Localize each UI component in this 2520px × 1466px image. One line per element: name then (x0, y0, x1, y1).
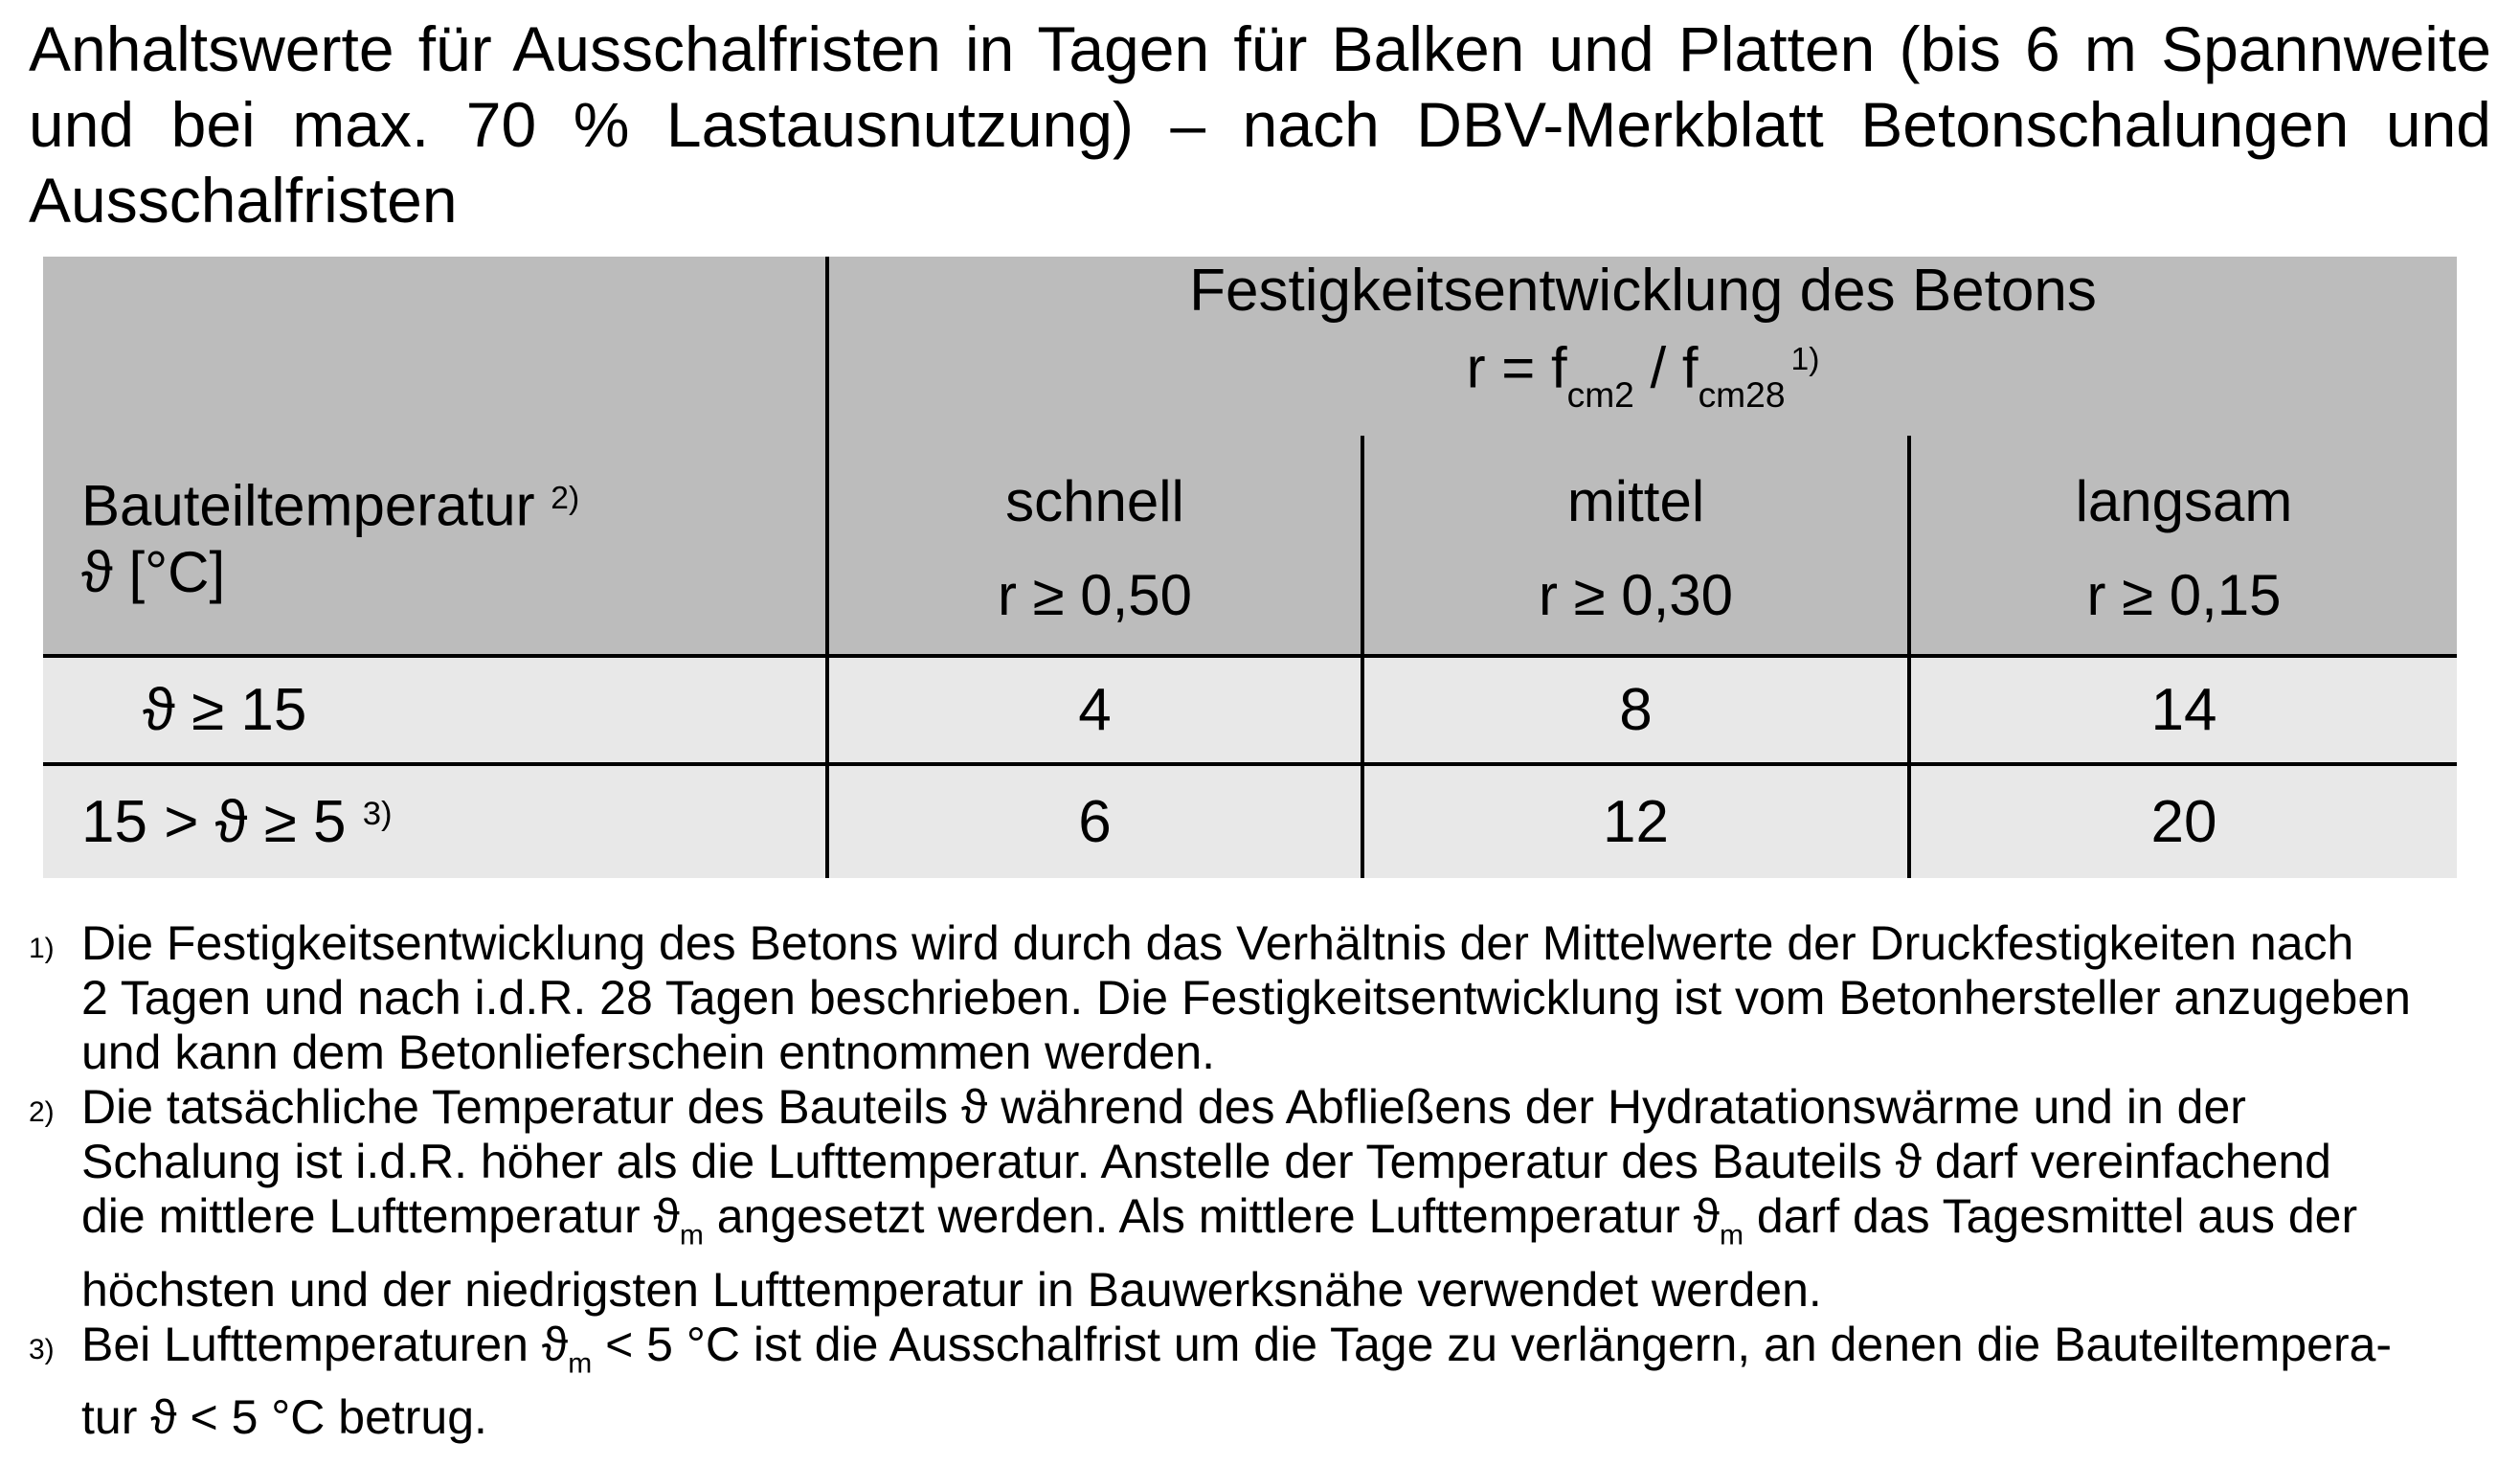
col-header-mittel (1364, 436, 1911, 654)
superscript: 2) (551, 480, 580, 516)
value-cell: 6 (829, 762, 1364, 878)
row-condition-text: ϑ ≥ 15 (143, 677, 307, 743)
group-header-title: Festigkeitsentwicklung des Betons (1189, 258, 2097, 325)
row-header-text-1: Bauteiltemperatur $^{2)}$ (81, 473, 580, 537)
footnote-text (81, 1080, 2520, 1318)
row-header-line-1 (81, 465, 806, 539)
footnote-line: und kann dem Betonlieferschein entnommen werden. (81, 1026, 1216, 1079)
footnote-marker: 2) (29, 1096, 55, 1128)
page-title: Anhaltswerte für Ausschalfristen in Tagen für Balken und Platten (bis 6 m Spannweite und bei max. 70 % Lastausnutzung) – nach DBV-Merkblatt Betonschalungen und Ausschalfristen (29, 13, 2491, 236)
footnote-marker: 3) (29, 1333, 55, 1365)
document-page (0, 11, 2520, 1445)
footnote-2 (29, 1080, 2520, 1318)
row-header-text-2: ϑ [°C] (81, 540, 226, 604)
col-header-schnell (829, 436, 1364, 654)
footnote-line: Die Festigkeitsentwicklung des Betons wird durch das Verhältnis der Mittelwerte der Druckfestigkeiten nach (81, 916, 2354, 970)
value-cell: 20 (1911, 762, 2457, 878)
superscript: 3) (362, 795, 393, 832)
group-header-cell (829, 257, 2457, 436)
footnote-line: die mittlere Lufttemperatur $ϑ_m$ angesetzt werden. Als mittlere Lufttemperatur $ϑ_m$ darf das Tagesmittel aus der (81, 1189, 2358, 1252)
row-header-line-2 (81, 539, 806, 606)
col-condition: r ≥ 0,30 (1538, 563, 1734, 627)
row-condition-cell (43, 762, 829, 878)
subscript: cm28 (1698, 374, 1786, 415)
col-label: langsam (2075, 469, 2293, 533)
superscript: 1) (1790, 342, 1820, 378)
subscript: cm2 (1566, 374, 1634, 415)
subscript: m (1720, 1219, 1744, 1252)
value-cell: 8 (1364, 654, 1911, 762)
footnote-text (81, 916, 2520, 1080)
footnote-1 (29, 916, 2520, 1080)
value-cell: 14 (1911, 654, 2457, 762)
row-header-cell (43, 257, 829, 654)
ausschalfristen-table (43, 257, 2457, 878)
col-label: mittel (1566, 469, 1705, 533)
col-label: schnell (1005, 469, 1184, 533)
value-cell: 12 (1364, 762, 1911, 878)
row-condition-text: 15 > ϑ ≥ 5 $^{3)}$ (81, 789, 393, 855)
subscript: m (568, 1347, 593, 1380)
footnote-line: höchsten und der niedrigsten Lufttemperatur in Bauwerksnähe verwendet werden. (81, 1262, 1822, 1317)
footnote-text (81, 1318, 2520, 1446)
footnote-3 (29, 1318, 2520, 1446)
footnote-line: Die tatsächliche Temperatur des Bauteils ϑ während des Abfließens der Hydratationswärme und in der (81, 1080, 2246, 1134)
row-condition-cell (43, 654, 829, 762)
formula-text: $r = f_{cm2} / f_{cm28}^{1)}$ (1466, 335, 1820, 415)
col-header-langsam (1911, 436, 2457, 654)
footnotes (29, 916, 2520, 1445)
footnote-line: 2 Tagen und nach i.d.R. 28 Tagen beschrieben. Die Festigkeitsentwicklung ist vom Betonhersteller anzugeben (81, 971, 2411, 1025)
col-condition: r ≥ 0,50 (997, 563, 1193, 627)
col-condition: r ≥ 0,15 (2086, 563, 2282, 627)
footnote-line: Bei Lufttemperaturen $ϑ_m < 5$ °C ist die Ausschalfrist um die Tage zu verlängern, an denen die Bauteiltempera- (81, 1317, 2393, 1380)
group-header-formula (1467, 327, 1820, 428)
footnote-marker: 1) (29, 933, 55, 964)
value-cell: 4 (829, 654, 1364, 762)
footnote-line: tur ϑ < 5 °C betrug. (81, 1390, 487, 1445)
footnote-line: Schalung ist i.d.R. höher als die Lufttemperatur. Anstelle der Temperatur des Bauteils ϑ darf vereinfachend (81, 1135, 2331, 1188)
subscript: m (679, 1219, 704, 1252)
